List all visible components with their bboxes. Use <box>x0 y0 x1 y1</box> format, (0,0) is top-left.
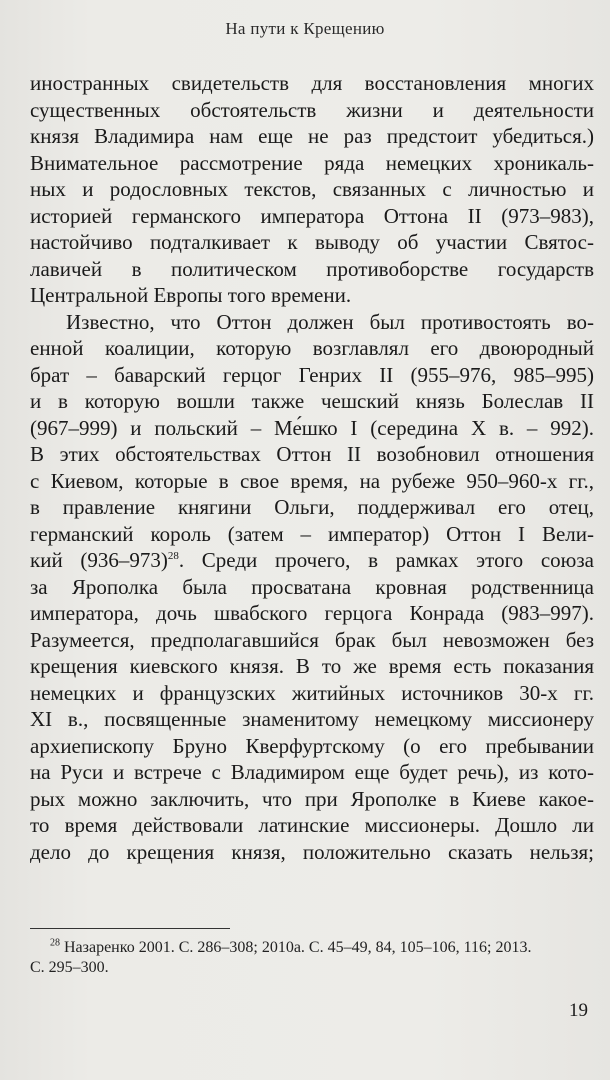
text-line: настойчиво подталкивает к выводу об участии Святос- <box>30 230 594 254</box>
footnote-line <box>30 938 594 958</box>
text-line: рых можно заключить, что при Ярополке в Киеве какое- <box>30 786 594 811</box>
footnotes <box>30 938 594 978</box>
text-line: за Ярополка была просватана кровная родственница <box>30 574 594 599</box>
footnote-line: С. 295–300. <box>30 959 109 976</box>
text-line: брат – баварский герцог Генрих II (955–976, 985–995) <box>30 362 594 387</box>
text-line: то время действовали латинские миссионеры. Дошло ли <box>30 813 594 837</box>
text-line: в правление княгини Ольги, поддерживал его отец, <box>30 495 594 519</box>
text-line: существенных обстоятельств жизни и деятельности <box>30 97 594 122</box>
main-text <box>30 70 594 865</box>
text-line: князя Владимира нам еще не раз предстоит убедиться.) <box>30 124 594 148</box>
paragraph-start-line: Известно, что Оттон должен был противостоять во- <box>66 309 594 334</box>
text-line: архиепископу Бруно Кверфуртскому (о его пребывании <box>30 733 594 758</box>
text-line: Разумеется, предполагавшийся брак был невозможен без <box>30 627 594 652</box>
text-line: и в которую вошли также чешский князь Болеслав II <box>30 389 594 413</box>
text-line: В этих обстоятельствах Оттон II возобновил отношения <box>30 442 594 466</box>
footnote-reference[interactable]: 28 <box>167 550 179 562</box>
page-number: 19 <box>569 1000 588 1021</box>
text-line: Внимательное рассмотрение ряда немецких хроникаль- <box>30 150 594 175</box>
text-fragment: . Среди прочего, в рамках этого союза <box>178 548 594 572</box>
text-line: ных и родословных текстов, связанных с личностью и <box>30 177 594 201</box>
text-line-with-footnote <box>30 547 594 574</box>
text-line: иностранных свидетельств для восстановления многих <box>30 71 594 95</box>
paragraph-end-line: Центральной Европы того времени. <box>30 283 352 307</box>
footnote-mark: 28 <box>50 937 60 949</box>
text-line: на Руси и встрече с Владимиром еще будет речь), из кото- <box>30 760 594 784</box>
text-line: императора, дочь швабского герцога Конрада (983–997). <box>30 601 594 625</box>
text-line: енной коалиции, которую возглавлял его двоюродный <box>30 336 594 360</box>
text-line: (967–999) и польский – Ме́шко I (середина X в. – 992). <box>30 415 594 440</box>
text-line: с Киевом, которые в свое время, на рубеже 950–960-х гг., <box>30 468 594 493</box>
running-header: На пути к Крещению <box>225 19 385 38</box>
text-fragment: кий (936–973) <box>30 548 168 572</box>
footnote-text: Назаренко 2001. С. 286–308; 2010а. С. 45–49, 84, 105–106, 116; 2013. <box>64 939 532 956</box>
footnote-divider <box>30 928 230 929</box>
text-line: XI в., посвященные знаменитому немецкому миссионеру <box>30 707 594 731</box>
text-line: дело до крещения князя, положительно сказать нельзя; <box>30 839 594 864</box>
text-line: немецких и французских житийных источников 30-х гг. <box>30 680 594 705</box>
text-line: историей германского императора Оттона II (973–983), <box>30 203 594 228</box>
text-line: лавичей в политическом противоборстве государств <box>30 256 594 281</box>
text-line: крещения киевского князя. В то же время есть показания <box>30 654 594 678</box>
text-line: германский король (затем – император) Оттон I Вели- <box>30 521 594 546</box>
